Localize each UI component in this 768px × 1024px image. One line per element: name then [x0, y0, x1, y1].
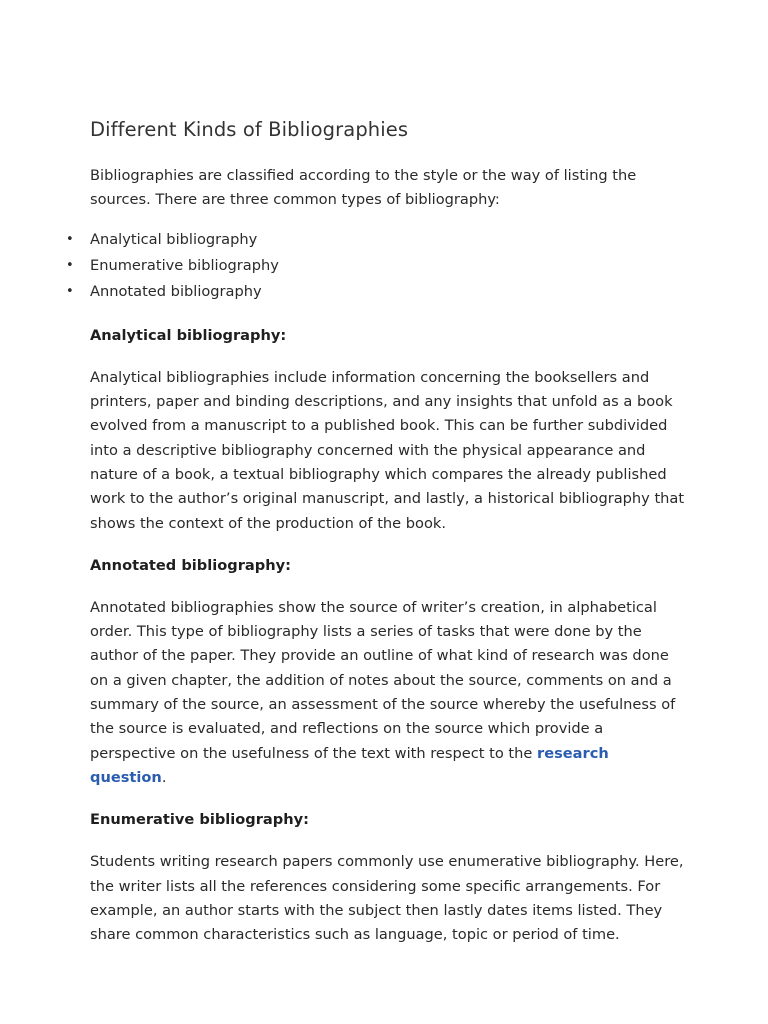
section-heading-annotated: Annotated bibliography:: [90, 556, 291, 574]
list-item-label: Enumerative bibliography: [90, 257, 279, 274]
list-item: [66, 253, 690, 279]
list-item: [66, 279, 690, 305]
list-item-label: Analytical bibliography: [90, 230, 258, 248]
section-heading-enumerative: Enumerative bibliography:: [90, 811, 309, 829]
section-text-analytical: Analytical bibliographies include information concerning the booksellers and printers, paper and binding descriptions, and any insights that unfold as a book evolved from a manuscript to a published book. This can be further subdivided into a descriptive bibliography concerned with the physical appearance and nature of a book, a textual bibliography which compares the already published work to the author’s original manuscript, and lastly, a historical bibliography that shows the context of the production of the book.: [90, 368, 685, 532]
intro-paragraph: Bibliographies are classified according to the style or the way of listing the sources. There are three common types of bibliography:: [90, 167, 637, 209]
page-title: Different Kinds of Bibliographies: [90, 118, 409, 141]
section-text-annotated-body: Annotated bibliographies show the source of writer’s creation, in alphabetical order. This type of bibliography lists a series of tasks that were done by the author of the paper. They provide an outline of what kind of research was done on a given chapter, the addition of notes about the source, comments on and a summary of the source, an assessment of the source whereby the usefulness of the source is evaluated, and reflections on the source which provide a perspective on the usefulness of the text with respect to the: [90, 598, 676, 762]
section-text-annotated: [90, 596, 690, 790]
section-text-annotated-end: .: [161, 768, 167, 786]
bibliography-types-list: [66, 227, 690, 306]
list-item: [66, 227, 690, 253]
section-text-enumerative: Students writing research papers commonly use enumerative bibliography. Here, the writer lists all the references considering some specific arrangements. For example, an author starts with the subject then lastly dates items listed. They share common characteristics such as language, topic or period of time.: [90, 853, 684, 944]
bullet-icon: •: [66, 258, 74, 273]
research-question-link[interactable]: research question: [90, 744, 609, 786]
document-body: [66, 116, 690, 965]
bullet-icon: •: [66, 284, 74, 300]
section-heading-analytical: Analytical bibliography:: [90, 326, 287, 344]
bullet-icon: •: [66, 231, 74, 247]
list-item-label: Annotated bibliography: [90, 283, 262, 301]
